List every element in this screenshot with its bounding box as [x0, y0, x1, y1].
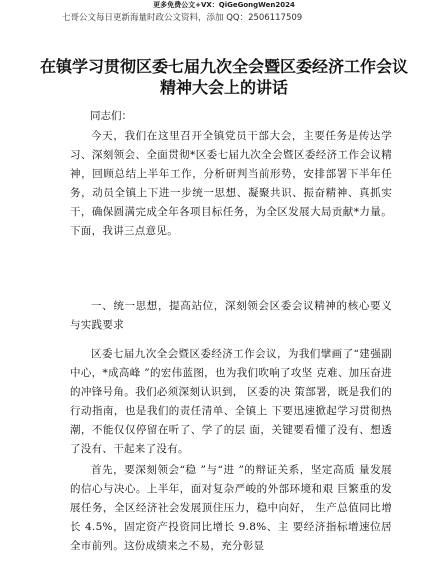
section-heading-1: 一、统一思想，提高站位，深刻领会区委会议精神的核心要义与实践要求 [70, 300, 392, 331]
paragraph-stability: 首先，要深刻领会“稳 ”与“进 ”的辩证关系，坚定高质 量发展的信心与决心。上半年，面对复杂严峻的外部环境和艰 巨繁重的发展任务，全区经济社会发展顶住压力，稳中向好， 生产总值同比增长 4.5%，固定资产投资同比增长 9.8%、主 要经济指标增速位居全市前列。这份成绩来之不易，充分彰显 [70, 464, 392, 552]
document-title: 在镇学习贯彻区委七届九次全会暨区委经济工作会议精神大会上的讲话 [40, 57, 409, 97]
paragraph-intro: 今天，我们在这里召开全镇党员干部大会，主要任务是传达学习、深刻领会、全面贯彻*区委七届九次全会暨区委经济工作会议精神，回顾总结上半年工作，分析研判当前形势，安排部署下半年任务，动员全镇上下进一步统一思想、凝聚共识、振奋精神、真抓实干，确保圆满完成全年各项目标任务，为全区发展大局贡献*力量。下面，我讲三点意见。 [70, 130, 392, 237]
banner-sub-line: 七哥公文每日更新海量时政公文资料，添加 QQ：2506117509 [62, 13, 303, 23]
paragraph-blueprint: 区委七届九次全会暨区委经济工作会议，为我们擘画了“建强副中心，*成高峰 ”的宏伟蓝图，也为我们吹响了攻坚 克难、加压奋进的冲锋号角。我们必须深刻认识到， 区委的决 策部署，既是我们的行动指南，也是我们的责任清单、全镇上 下要迅速掀起学习贯彻热潮，不能仅仅停留在听了、学了的层 面，关键要看懂了没有、想透了没有、干起来了没有。 [70, 348, 392, 455]
salutation: 同志们： [90, 110, 132, 122]
banner-top-line: 更多免费公文+VX：QiGeGongWen2024 [153, 1, 295, 9]
